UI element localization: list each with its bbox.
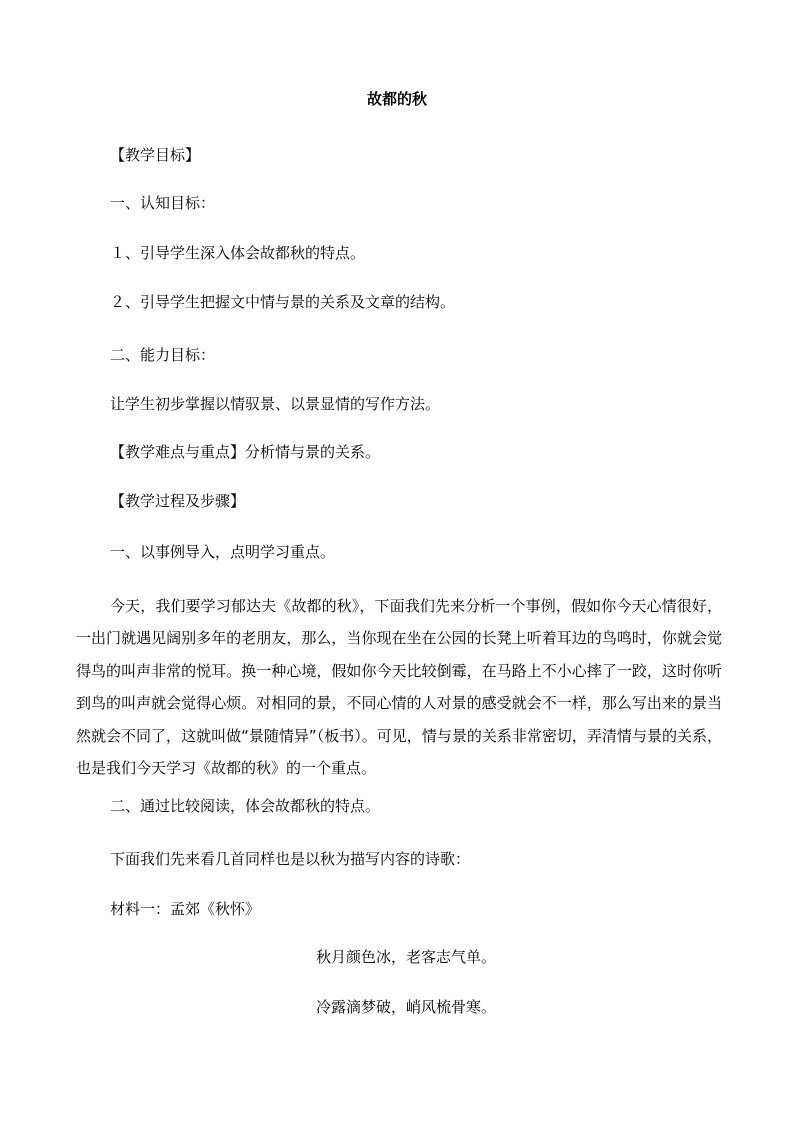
ability-goal-text: 让学生初步掌握以情驭景、以景显情的写作方法。 xyxy=(110,395,441,413)
teaching-process-heading: 【教学过程及步骤】 xyxy=(110,492,246,510)
cognitive-goal-item-1: １、引导学生深入体会故都秋的特点。 xyxy=(110,244,366,262)
document-title: 故都的秋 xyxy=(366,90,427,108)
cognitive-goals-heading: 一、认知目标： xyxy=(110,194,216,212)
poem-line-1: 秋月颜色冰，老客志气单。 xyxy=(316,948,497,966)
poems-intro-line: 下面我们先来看几首同样也是以秋为描写内容的诗歌： xyxy=(110,850,471,868)
step-1-paragraph: 今天，我们要学习郁达夫《故都的秋》，下面我们先来分析一个事例，假如你今天心情很好，一出门就遇见阔别多年的老朋友，那么，当你现在坐在公园的长凳上听着耳边的鸟鸣时，你就会觉得鸟的叫声非常的悦耳。换一种心境，假如你今天比较倒霉，在马路上不小心摔了一跤，这时你听到鸟的叫声就会觉得心烦。对相同的景，不同心情的人对景的感受就会不一样，那么写出来的景当然就会不同了，这就叫做“景随情异”（板书）。可见，情与景的关系非常密切，弄清情与景的关系，也是我们今天学习《故都的秋》的一个重点。 xyxy=(76,597,722,778)
step-2-heading: 二、通过比较阅读，体会故都秋的特点。 xyxy=(110,797,381,815)
key-points-line: 【教学难点与重点】分析情与景的关系。 xyxy=(110,443,381,461)
material-1-label: 材料一：孟郊《秋怀》 xyxy=(110,900,261,918)
ability-goals-heading: 二、能力目标： xyxy=(110,346,216,364)
poem-line-2: 冷露滴梦破，峭风梳骨寒。 xyxy=(316,998,497,1016)
step-1-heading: 一、以事例导入，点明学习重点。 xyxy=(110,543,336,561)
teaching-goals-heading: 【教学目标】 xyxy=(110,146,201,164)
cognitive-goal-item-2: ２、引导学生把握文中情与景的关系及文章的结构。 xyxy=(110,293,456,311)
